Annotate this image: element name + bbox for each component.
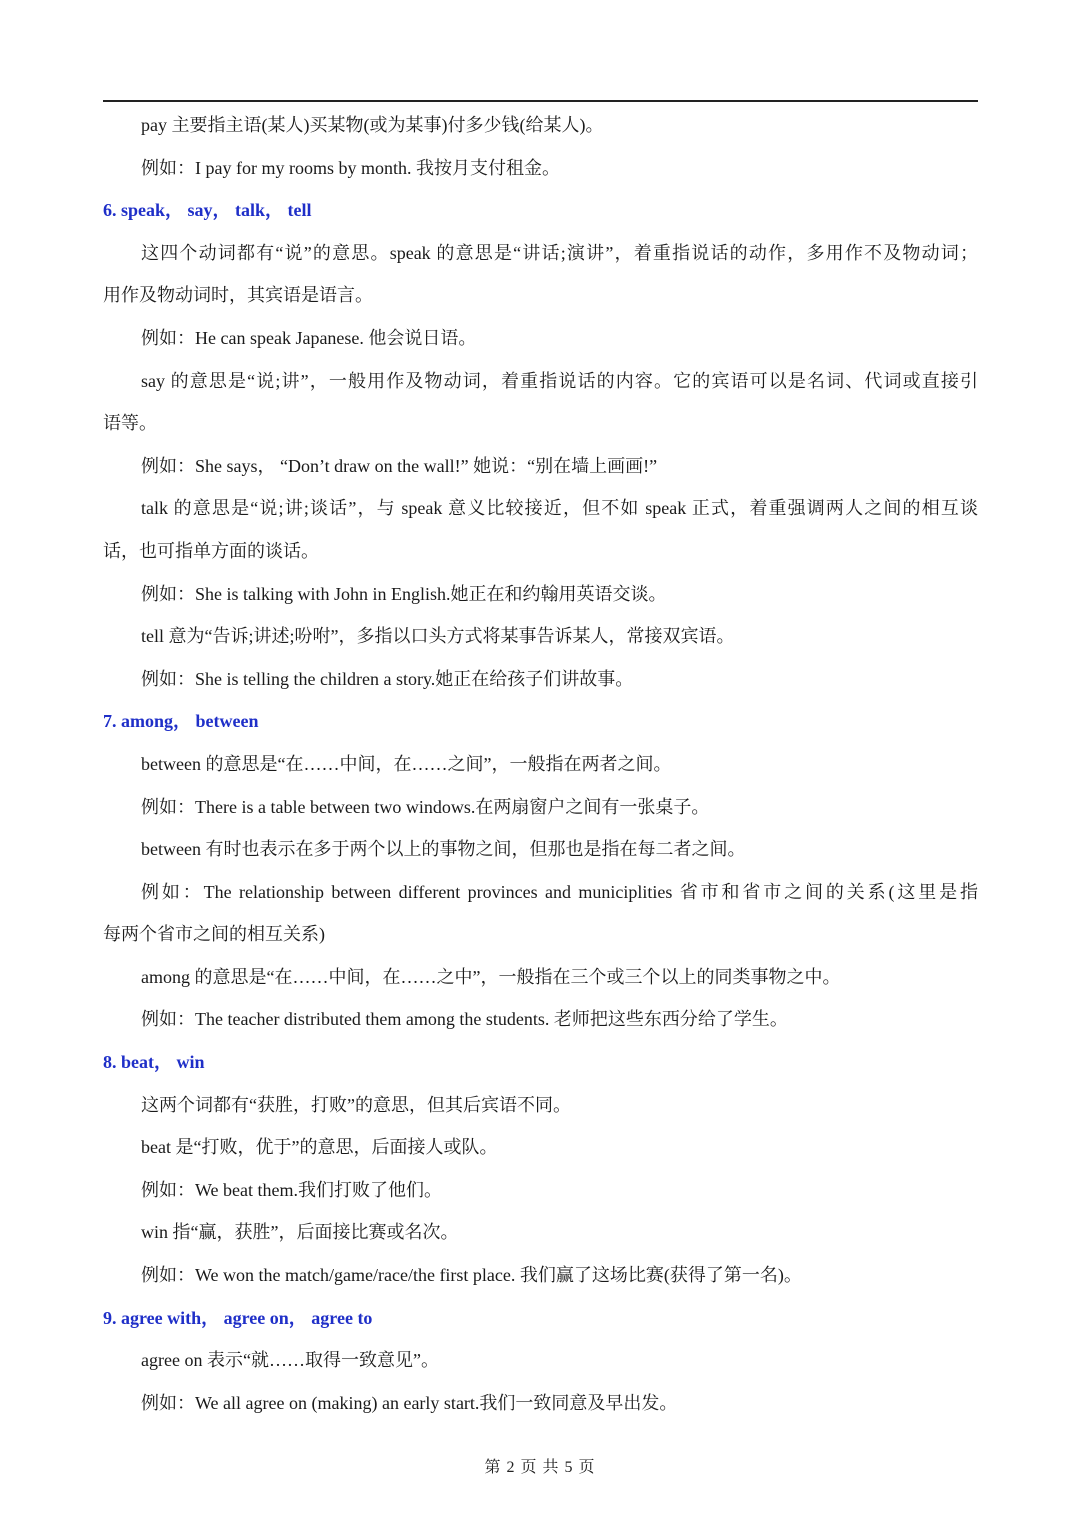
paragraph-line [103, 743, 978, 786]
paragraph-text: 用作及物动词时，其宾语是语言。 [103, 285, 373, 306]
paragraph-text: 例如：I pay for my rooms by month. 我按月支付租金。 [141, 157, 560, 178]
paragraph-line [103, 871, 978, 914]
paragraph-text: 例如：We won the match/game/race/the first place. 我们赢了这场比赛(获得了第一名)。 [141, 1265, 802, 1286]
document-body [103, 104, 978, 1424]
header-rule [103, 100, 978, 102]
paragraph-text: 例如：She says， “Don’t draw on the wall!” 她说：“别在墙上画画!” [141, 455, 658, 476]
paragraph-text: 例如：She is telling the children a story.她正在给孩子们讲故事。 [141, 668, 634, 689]
section-heading-text: 9. agree with， agree on， agree to [103, 1307, 373, 1328]
section-heading-text: 6. speak， say， talk， tell [103, 200, 312, 221]
paragraph-line [103, 445, 978, 488]
paragraph-line [103, 786, 978, 829]
paragraph-line [103, 573, 978, 616]
section-heading-text: 7. among， between [103, 711, 259, 732]
paragraph-text: talk 的意思是“说;讲;谈话”，与 speak 意义比较接近，但不如 speak 正式，着重强调两人之间的相互谈 [141, 498, 978, 519]
page-footer: 第 2 页 共 5 页 [484, 1459, 596, 1476]
paragraph-line [103, 1084, 978, 1127]
paragraph-line [103, 147, 978, 190]
paragraph-line [103, 658, 978, 701]
paragraph-line [103, 615, 978, 658]
paragraph-line [103, 402, 978, 445]
paragraph-text: agree on 表示“就……取得一致意见”。 [141, 1350, 439, 1371]
paragraph-text: 这四个动词都有“说”的意思。speak 的意思是“讲话;演讲”，着重指说话的动作，多用作不及物动词； [141, 242, 978, 263]
paragraph-text: 例如：We all agree on (making) an early start.我们一致同意及早出发。 [141, 1392, 678, 1413]
section-heading [103, 189, 978, 232]
paragraph-text: 例如：She is talking with John in English.她正在和约翰用英语交谈。 [141, 583, 667, 604]
paragraph-line [103, 998, 978, 1041]
paragraph-text: 例如：We beat them.我们打败了他们。 [141, 1179, 443, 1200]
paragraph-text: pay 主要指主语(某人)买某物(或为某事)付多少钱(给某人)。 [141, 115, 604, 135]
paragraph-text: among 的意思是“在……中间，在……之中”，一般指在三个或三个以上的同类事物之中。 [141, 966, 841, 987]
paragraph-line [103, 360, 978, 403]
paragraph-text: say 的意思是“说;讲”，一般用作及物动词，着重指说话的内容。它的宾语可以是名词、代词或直接引 [141, 370, 978, 391]
paragraph-line [103, 913, 978, 956]
paragraph-text: 语等。 [103, 413, 157, 434]
paragraph-text: between 的意思是“在……中间，在……之间”，一般指在两者之间。 [141, 753, 672, 774]
paragraph-line [103, 317, 978, 360]
paragraph-text: 例如：The teacher distributed them among the students. 老师把这些东西分给了学生。 [141, 1009, 788, 1030]
section-heading [103, 700, 978, 743]
paragraph-text: 这两个词都有“获胜，打败”的意思，但其后宾语不同。 [141, 1094, 571, 1115]
section-heading-text: 8. beat， win [103, 1052, 205, 1073]
paragraph-line [103, 530, 978, 573]
paragraph-text: 例如：He can speak Japanese. 他会说日语。 [141, 327, 477, 348]
paragraph-text: 例如：There is a table between two windows.在两扇窗户之间有一张桌子。 [141, 796, 710, 817]
paragraph-line [103, 232, 978, 275]
paragraph-line [103, 1126, 978, 1169]
paragraph-line [103, 828, 978, 871]
paragraph-text: beat 是“打败，优于”的意思，后面接人或队。 [141, 1137, 498, 1158]
paragraph-line [103, 956, 978, 999]
paragraph-line [103, 1169, 978, 1212]
paragraph-line [103, 1211, 978, 1254]
paragraph-text: win 指“赢，获胜”，后面接比赛或名次。 [141, 1222, 459, 1243]
section-heading [103, 1297, 978, 1340]
paragraph-text: tell 意为“告诉;讲述;吩咐”，多指以口头方式将某事告诉某人，常接双宾语。 [141, 626, 735, 647]
paragraph-text: between 有时也表示在多于两个以上的事物之间，但那也是指在每二者之间。 [141, 839, 746, 860]
paragraph-line [103, 1254, 978, 1297]
paragraph-line [103, 104, 978, 147]
paragraph-line [103, 1382, 978, 1425]
paragraph-text: 每两个省市之间的相互关系) [103, 924, 325, 945]
section-heading [103, 1041, 978, 1084]
paragraph-text: 话，也可指单方面的谈话。 [103, 540, 319, 561]
paragraph-line [103, 1339, 978, 1382]
paragraph-text: 例如：The relationship between different provinces and municiplities 省市和省市之间的关系(这里是指 [141, 881, 978, 902]
paragraph-line [103, 274, 978, 317]
paragraph-line [103, 487, 978, 530]
